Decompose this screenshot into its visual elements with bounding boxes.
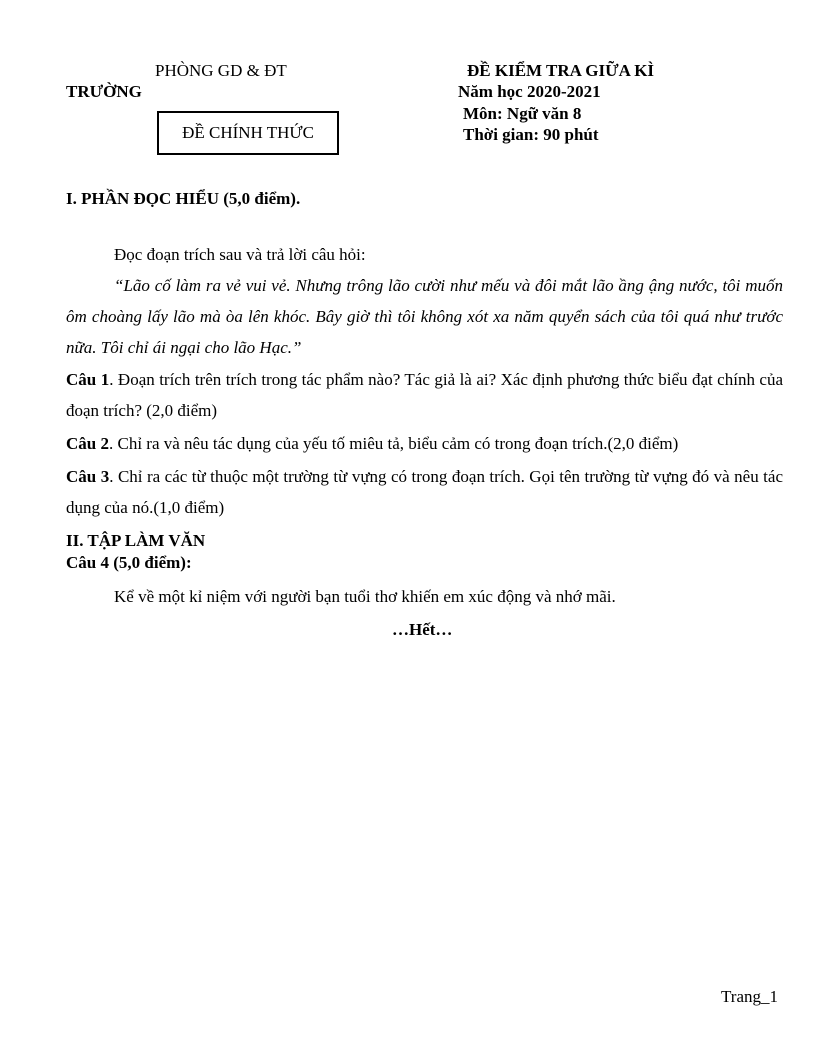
department-name: PHÒNG GD & ĐT xyxy=(155,61,287,80)
end-mark: …Hết… xyxy=(392,620,453,639)
question-1-text: . Đoạn trích trên trích trong tác phẩm nào? Tác giả là ai? Xác định phương thức biểu đạt chính của đoạn trích? (2,0 điểm) xyxy=(66,370,784,420)
question-1-label: Câu 1 xyxy=(66,370,110,389)
question-2-text: . Chỉ ra và nêu tác dụng của yếu tố miêu tả, biểu cảm có trong đoạn trích.(2,0 điểm) xyxy=(108,434,679,453)
reading-instruction: Đọc đoạn trích sau và trả lời câu hỏi: xyxy=(114,245,366,264)
section1-title: I. PHẦN ĐỌC HIỂU (5,0 điểm). xyxy=(66,189,301,208)
page-number: Trang_1 xyxy=(721,987,778,1006)
question-3-label: Câu 3 xyxy=(66,467,110,486)
school-year: Năm học 2020-2021 xyxy=(458,82,601,101)
school-name: TRƯỜNG xyxy=(66,82,142,101)
section2-title: II. TẬP LÀM VĂN xyxy=(66,531,206,550)
question-2 xyxy=(66,428,783,459)
question-2-label: Câu 2 xyxy=(66,434,109,453)
exam-subject: Môn: Ngữ văn 8 xyxy=(463,104,582,123)
question-4-label: Câu 4 (5,0 điểm): xyxy=(66,553,192,572)
question-3-text: . Chỉ ra các từ thuộc một trường từ vựng có trong đoạn trích. Gọi tên trường từ vựng đó và nêu tác dụng của nó.(1,0 điểm) xyxy=(66,467,784,517)
question-3 xyxy=(66,461,783,523)
reading-passage: “Lão cố làm ra vẻ vui vẻ. Nhưng trông lão cười như mếu và đôi mắt lão ầng ậng nước, tôi muốn ôm choàng lấy lão mà òa lên khóc. Bây giờ thì tôi không xót xa năm quyển sách của tôi quá như trước nữa. Tôi chỉ ái ngại cho lão Hạc.” xyxy=(66,276,783,357)
essay-prompt: Kể về một kỉ niệm với người bạn tuổi thơ khiến em xúc động và nhớ mãi. xyxy=(114,587,616,606)
question-1 xyxy=(66,364,783,426)
exam-duration: Thời gian: 90 phút xyxy=(463,125,599,144)
exam-title: ĐỀ KIỂM TRA GIỮA KÌ xyxy=(467,61,655,80)
official-exam-box xyxy=(157,111,339,155)
official-exam-label: ĐỀ CHÍNH THỨC xyxy=(182,123,314,142)
